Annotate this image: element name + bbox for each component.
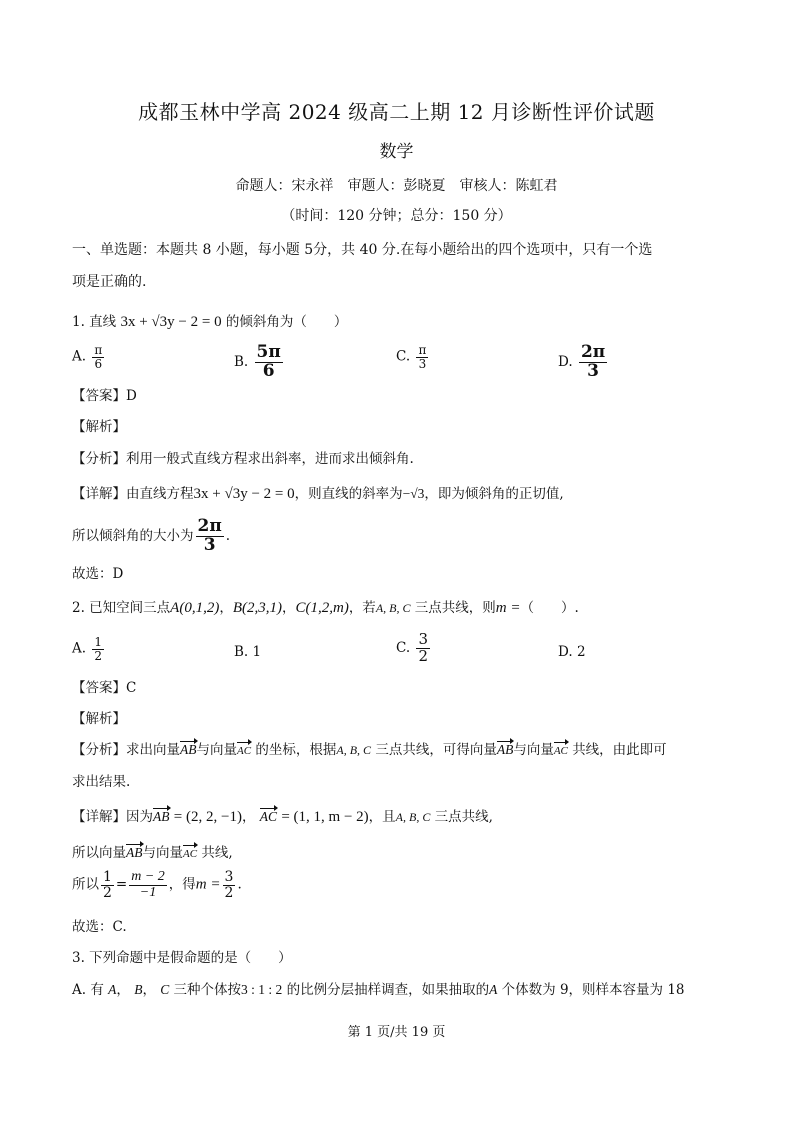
q2-suffix-bracket: （ ）.	[520, 600, 579, 616]
option-label: B.	[234, 353, 249, 370]
q2-ratio-line: 所以 $\frac{1}{2}$ = $\frac{m - 2}{-1}$ ，得m = $\frac{3}{2}$ .	[72, 869, 242, 901]
fraction-denominator: 3	[418, 356, 427, 371]
option-value: 1	[252, 644, 262, 660]
authors-line: 命题人：宋永祥 审题人：彭晓夏 审核人：陈虹君	[235, 178, 558, 194]
q1-detail-text-3: ，即为倾斜角的正切值,	[424, 486, 564, 502]
fraction-numerator: 2π	[197, 516, 222, 536]
q1-detail-text: 【详解】由直线方程	[72, 486, 194, 502]
fraction-numerator: 1	[94, 635, 102, 649]
q2-detail-text: 【详解】因为	[72, 809, 153, 825]
fraction-numerator: π	[418, 343, 427, 357]
q1-option-d	[558, 344, 609, 381]
q1-option-a	[72, 344, 106, 370]
option-label: D.	[558, 644, 573, 660]
q1-detail	[72, 484, 564, 504]
fraction-denominator: 3	[587, 360, 599, 381]
section-heading-line1: 一、单选题：本题共 8 小题，每小题 5分，共 40 分.在每小题给出的四个选项中，只有一个选	[72, 242, 653, 258]
option-value: 2	[576, 644, 586, 660]
q2-mid: ，若	[348, 600, 376, 616]
page-footer: 第 1 页/共 19 页	[347, 1025, 446, 1040]
question-3-stem: 3. 下列命题中是假命题的是（ ）	[72, 950, 292, 966]
option-fraction	[416, 632, 430, 665]
vector-ab: AB	[497, 740, 514, 760]
q2-abc: A, B, C	[375, 601, 411, 615]
q2-ratio-prefix: 所以	[72, 876, 99, 893]
q1-choose: 故选：D	[72, 566, 124, 582]
q1-conclusion-fraction	[196, 518, 224, 555]
q2-option-a	[72, 636, 106, 662]
q2-fenxi-text-6: 共线，由此即可	[572, 742, 667, 758]
q2-option-c	[396, 632, 432, 665]
q2-collinear-text: 所以向量	[72, 845, 126, 861]
q2-abc: A, B, C	[395, 810, 431, 824]
option-label: A.	[72, 348, 87, 365]
fraction-numerator: 1	[103, 869, 112, 885]
question-1-stem	[72, 312, 347, 332]
fraction-denominator: 2	[418, 646, 428, 665]
option-fraction	[255, 344, 283, 381]
fraction-denominator: 2	[224, 884, 234, 901]
q3-option-a: A. 有 A， B， C 三种个体按3 : 1 : 2 的比例分层抽样调查，如果抽取的A 个体数为 9，则样本容量为 18	[72, 982, 685, 998]
vector-ac: AC	[260, 807, 277, 827]
q3-option-text-3: 个体数为 9，则样本容量为 18	[501, 982, 685, 998]
q2-fenxi	[72, 740, 667, 761]
q1-prefix: 1. 直线	[72, 314, 117, 330]
q2-fenxi-text: 【分析】求出向量	[72, 742, 180, 758]
q2-fenxi-text-2: 与向量	[196, 742, 237, 758]
question-2-stem: 2. 已知空间三点A(0,1,2)，B(2,3,1)，C(1,2,m)，若A, B, C 三点共线，则m =（ ）.	[72, 600, 579, 616]
fraction-denominator: −1	[139, 884, 157, 900]
option-label: C.	[396, 639, 411, 656]
q2-detail-text-3: 三点共线,	[434, 809, 493, 825]
q1-answer: 【答案】D	[72, 388, 137, 404]
q2-fenxi-line2: 求出结果.	[72, 774, 131, 790]
vector-ab: AB	[126, 843, 143, 863]
q2-collinear-text-3: 共线,	[201, 845, 233, 861]
q2-detail-text-2: ，且	[368, 809, 396, 825]
time-info: （时间：120 分钟；总分：150 分）	[281, 208, 512, 224]
q3-ratio: 3 : 1 : 2	[241, 982, 283, 997]
fraction-numerator: m − 2	[131, 869, 165, 884]
option-label: A.	[72, 640, 87, 657]
q2-collinear-line	[72, 843, 233, 864]
q2-suffix: 三点共线，则	[414, 600, 496, 616]
q3-letter-b: B	[134, 982, 143, 997]
vector-ac: AC	[554, 741, 568, 761]
q1-analysis-tag: 【解析】	[72, 419, 126, 435]
q1-detail-text-2: ，则直线的斜率为	[294, 486, 403, 502]
q2-collinear-text-2: 与向量	[142, 845, 183, 861]
fraction-denominator: 2	[94, 648, 102, 663]
q1-conclusion-period: .	[225, 527, 231, 544]
fraction-denominator: 3	[203, 534, 216, 555]
q2-option-d	[558, 642, 586, 662]
q2-m-equals: m =	[195, 876, 221, 893]
option-fraction	[579, 344, 607, 381]
q3-option-text-2: 的比例分层抽样调查，如果抽取的	[286, 982, 490, 998]
option-label: B.	[234, 644, 249, 660]
q2-point-b: B(2,3,1)	[232, 600, 282, 616]
q2-choose: 故选：C.	[72, 919, 127, 935]
q2-point-a: A(0,1,2)	[170, 600, 220, 616]
q1-fenxi: 【分析】利用一般式直线方程求出斜率，进而求出倾斜角.	[72, 451, 414, 467]
q3-letter-a: A	[108, 982, 117, 997]
q1-option-c	[396, 344, 430, 370]
q2-m-equals: m =	[495, 600, 521, 616]
q1-equation: 3x + √3y − 2 = 0	[120, 314, 222, 330]
option-fraction	[416, 344, 428, 370]
q3-letter-c: C	[160, 982, 170, 997]
q2-option-b	[234, 642, 261, 662]
q3-option-text: 三种个体按	[173, 982, 242, 998]
fraction-denominator: 6	[94, 356, 103, 371]
q2-m-fraction	[223, 870, 236, 900]
q1-detail-equation: 3x + √3y − 2 = 0	[193, 486, 295, 502]
q2-ab-value: = (2, 2, −1)	[173, 809, 242, 825]
q2-fenxi-text-4: 三点共线，可得向量	[375, 742, 497, 758]
fraction-denominator: 2	[103, 884, 112, 901]
q2-abc: A, B, C	[336, 743, 372, 757]
q1-slope-value: −√3	[402, 486, 425, 501]
q2-analysis-tag: 【解析】	[72, 711, 126, 727]
section-heading-line2: 项是正确的.	[72, 274, 147, 290]
fraction-numerator: 3	[224, 869, 234, 885]
q2-fenxi-text-5: 与向量	[513, 742, 554, 758]
option-fraction	[92, 636, 104, 662]
q2-ratio-mid: ，得	[168, 876, 196, 893]
q1-conclusion-text: 所以倾斜角的大小为	[72, 527, 194, 544]
q3-letter-a: A	[489, 982, 498, 997]
vector-ab: AB	[180, 740, 197, 760]
q1-conclusion	[72, 518, 230, 555]
option-label: C.	[396, 348, 411, 365]
vector-ac: AC	[183, 844, 197, 864]
q1-option-b	[234, 344, 285, 381]
q2-prefix: 2. 已知空间三点	[72, 600, 171, 616]
fraction-numerator: π	[94, 343, 103, 357]
q2-answer: 【答案】C	[72, 680, 137, 696]
q2-fenxi-text-3: 的坐标，根据	[255, 742, 337, 758]
vector-ab: AB	[153, 807, 170, 827]
exam-title: 成都玉林中学高 2024 级高二上期 12 月诊断性评价试题	[138, 100, 655, 124]
fraction-numerator: 2π	[580, 342, 606, 362]
option-fraction	[92, 344, 104, 370]
q1-suffix: 的倾斜角为（ ）	[225, 314, 348, 330]
q2-ratio-lhs	[101, 870, 114, 900]
option-label: D.	[558, 353, 573, 370]
q2-ac-value: = (1, 1, m − 2)	[281, 809, 369, 825]
subject-heading: 数学	[379, 142, 414, 162]
fraction-denominator: 6	[262, 360, 275, 381]
q2-detail: 【详解】因为AB = (2, 2, −1)， AC = (1, 1, m − 2)，且A, B, C 三点共线,	[72, 809, 493, 825]
q2-ratio-rhs	[129, 870, 167, 900]
q3-option-label: A. 有	[72, 982, 104, 998]
vector-ac: AC	[237, 741, 251, 761]
q2-point-c: C(1,2,m)	[295, 600, 349, 616]
fraction-numerator: 3	[418, 630, 428, 648]
fraction-numerator: 5π	[256, 342, 281, 362]
